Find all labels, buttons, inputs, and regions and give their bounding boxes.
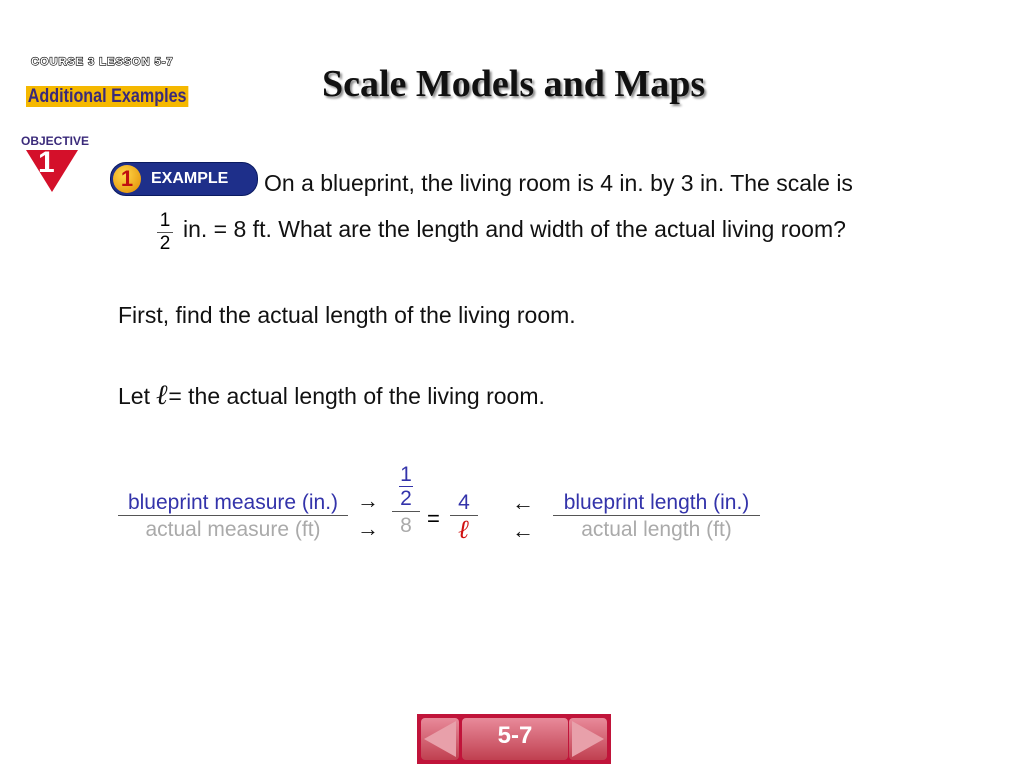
let-rest: = the actual length of the living room.: [168, 383, 545, 409]
additional-examples-label: Additional Examples: [27, 86, 187, 107]
scale-ratio: [392, 464, 420, 538]
scale-fraction: [157, 210, 173, 255]
example-number: 1: [113, 165, 141, 193]
previous-button[interactable]: [421, 718, 459, 760]
next-button[interactable]: [569, 718, 607, 760]
fraction-denominator: 2: [157, 232, 173, 255]
slide-navigation: [417, 714, 611, 764]
left-arrow-icon: [424, 721, 456, 757]
unknown-ratio: [450, 491, 478, 544]
scale-bottom: 8: [392, 511, 420, 538]
right-arrow-icon: [572, 721, 604, 757]
blueprint-length-label: blueprint length (in.): [563, 491, 750, 514]
arrow-right-icon: →: [357, 516, 379, 541]
fraction-numerator: 1: [159, 210, 171, 231]
actual-measure-label: actual measure (ft): [118, 515, 348, 542]
example-label: EXAMPLE: [151, 170, 229, 187]
scale-num: 1: [400, 463, 412, 486]
arrow-right-icon: →: [357, 488, 379, 513]
example-badge: [110, 162, 258, 196]
problem-line-2: in. = 8 ft. What are the length and width of the actual living room?: [183, 216, 846, 242]
right-label-fraction: [553, 491, 760, 542]
arrow-left-icon: ←: [512, 518, 534, 543]
variable-l: ℓ: [156, 380, 169, 411]
step-let: [118, 380, 545, 412]
let-word: Let: [118, 383, 150, 409]
right-num: 4: [458, 491, 470, 514]
page-title: Scale Models and Maps: [322, 63, 706, 105]
blueprint-measure-label: blueprint measure (in.): [127, 491, 339, 514]
course-lesson-label: COURSE 3 LESSON 5-7: [31, 56, 174, 68]
left-label-fraction: [118, 491, 348, 542]
equals-sign: =: [427, 506, 440, 531]
step-first: First, find the actual length of the living room.: [118, 302, 576, 328]
objective-label: OBJECTIVE: [21, 134, 90, 148]
problem-line-1: On a blueprint, the living room is 4 in. by 3 in. The scale is: [264, 170, 853, 196]
right-den-l: ℓ: [450, 515, 478, 544]
arrow-left-icon: ←: [512, 490, 534, 515]
lesson-number-button[interactable]: 5-7: [462, 718, 568, 760]
scale-den-top: 2: [400, 487, 412, 510]
objective-number: 1: [38, 146, 55, 179]
actual-length-label: actual length (ft): [553, 515, 760, 542]
